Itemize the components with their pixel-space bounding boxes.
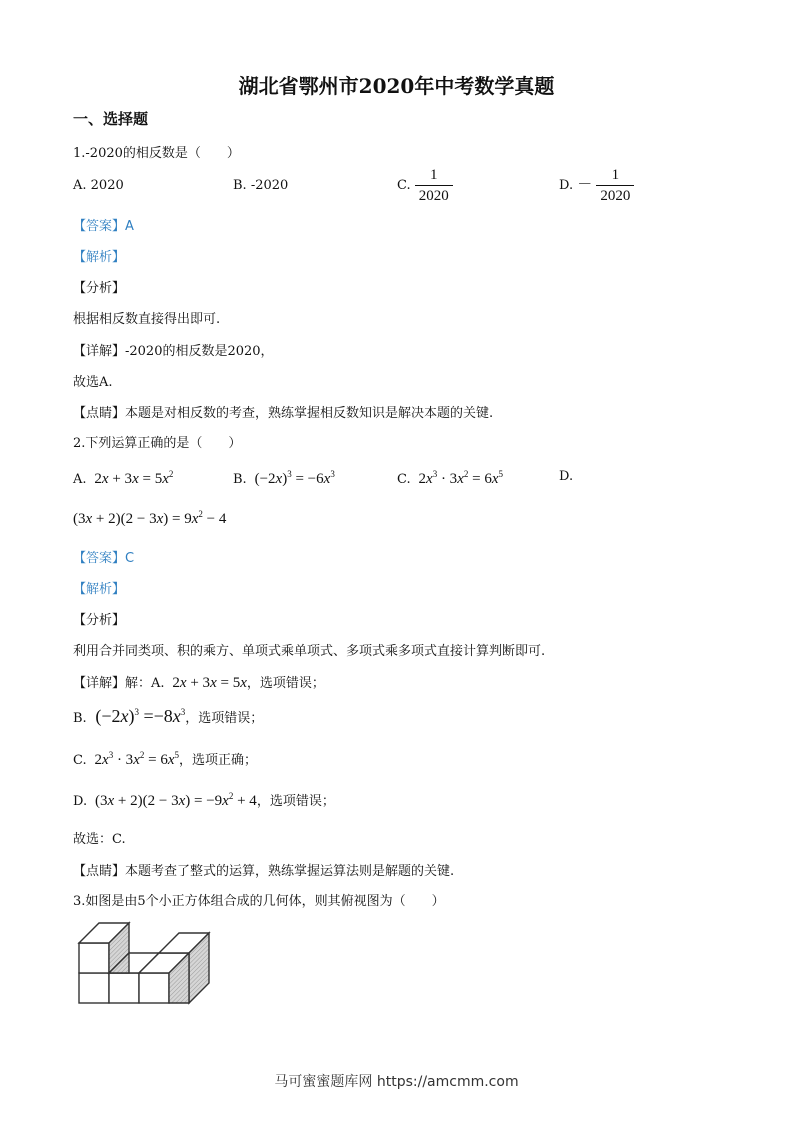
q2-detail-d-label: D. — [73, 794, 88, 809]
q2-fenxi-label: 【分析】 — [73, 613, 126, 628]
q2-detail-d-formula: $(3x + 2)(2 - 3x) = -9x^2 + 4$ — [94, 791, 257, 809]
q2-option-b — [233, 469, 335, 488]
q2-fenxi-text: 利用合并同类项、积的乘方、单项式乘单项式、多项式乘多项式直接计算判断即可. — [73, 644, 546, 659]
q2-answer: 【答案】C — [73, 551, 135, 566]
q1-remark: 【点睛】本题是对相反数的考查，熟练掌握相反数知识是解决本题的关键. — [73, 406, 494, 421]
q2-choice: 故选：C. — [73, 832, 126, 847]
q2-detail-c-formula: $2x^3 \cdot 3x^2 = 6x^5$ — [94, 750, 179, 768]
q2-detail-c — [73, 749, 257, 769]
q2-option-d-formula: $(3x + 2)(2 - 3x) = 9x^2 - 4$ — [73, 509, 227, 527]
section-heading: 一、选择题 — [73, 110, 149, 128]
q2-detail-c-verdict: ，选项正确； — [179, 753, 258, 768]
q2-option-c — [397, 469, 503, 488]
q1-option-d — [559, 165, 634, 206]
q2-remark: 【点睛】本题考查了整式的运算，熟练掌握运算法则是解题的关键. — [73, 864, 455, 879]
q2-detail-a — [73, 672, 325, 692]
fraction-numerator: 1 — [415, 165, 453, 186]
q2-option-a-label: A. — [73, 472, 87, 487]
q3-cube-figure — [76, 920, 216, 1010]
q2-option-b-label: B. — [233, 472, 247, 487]
fraction-denominator: 2020 — [418, 188, 449, 204]
q2-detail-prefix: 【详解】解：A. — [73, 676, 165, 691]
q2-option-c-label: C. — [397, 472, 411, 487]
q1-choice: 故选A. — [73, 375, 113, 390]
q1-answer: 【答案】A — [73, 219, 134, 234]
q2-stem: 2.下列运算正确的是（ ） — [73, 436, 242, 451]
q1-fenxi-text: 根据相反数直接得出即可. — [73, 312, 221, 327]
q2-analysis-label: 【解析】 — [73, 582, 126, 597]
q2-option-a-formula: $2x + 3x = 5x^2$ — [94, 469, 174, 487]
q1-option-b: B. -2020 — [233, 178, 289, 193]
page-footer: 马可蜜蜜题库网 https://amcmm.com — [274, 1074, 519, 1090]
q1-option-c — [397, 165, 453, 206]
q2-option-b-formula: $(-2x)^3 = -6x^3$ — [254, 469, 335, 487]
q2-detail-b-formula: $(-2x)^3 =-8x^3$ — [95, 706, 186, 726]
q1-stem: 1.-2020的相反数是（ ） — [73, 146, 240, 161]
q1-option-d-label: D. — [559, 178, 574, 193]
q1-option-a: A. 2020 — [73, 178, 124, 193]
q2-detail-a-formula: 2x + 3x = 5x — [172, 675, 247, 691]
q2-detail-b — [73, 706, 263, 727]
q1-option-d-sign: － — [577, 175, 593, 193]
page-title: 湖北省鄂州市2020年中考数学真题 — [238, 74, 555, 98]
q2-detail-a-verdict: ，选项错误； — [246, 676, 325, 691]
q2-detail-b-verdict: ，选项错误； — [185, 711, 264, 726]
q1-option-c-label: C. — [397, 178, 411, 193]
q2-option-d-label: D. — [559, 469, 574, 484]
q1-option-c-fraction — [415, 165, 453, 206]
q2-option-a — [73, 469, 173, 488]
q2-detail-d — [73, 790, 335, 810]
q3-stem: 3.如图是由5个小正方体组合成的几何体，则其俯视图为（ ） — [73, 894, 445, 909]
q2-detail-b-label: B. — [73, 711, 87, 726]
q2-detail-c-label: C. — [73, 753, 87, 768]
q2-option-c-formula: $2x^3 \cdot 3x^2 = 6x^5$ — [418, 469, 503, 487]
q1-fenxi-label: 【分析】 — [73, 281, 126, 296]
q1-option-d-fraction — [596, 165, 634, 206]
fraction-numerator: 1 — [596, 165, 634, 186]
q1-detail: 【详解】-2020的相反数是2020， — [73, 344, 274, 359]
fraction-denominator: 2020 — [600, 188, 631, 204]
q1-analysis-label: 【解析】 — [73, 250, 126, 265]
q2-detail-d-verdict: ，选项错误； — [256, 794, 335, 809]
